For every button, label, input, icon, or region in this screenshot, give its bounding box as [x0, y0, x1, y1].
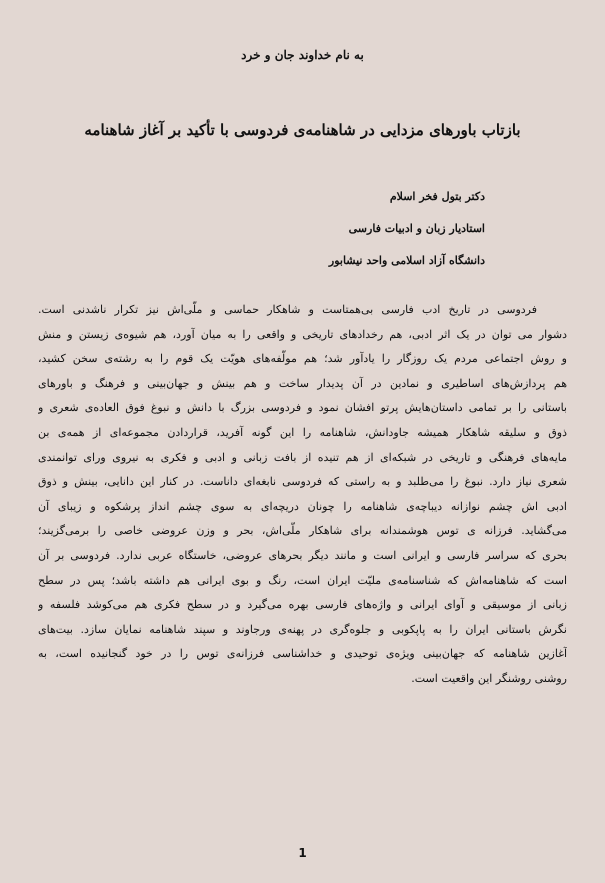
body-line: زبانی از موسیقی و آوای ایرانی و واژه‌های فارسی بهره می‌گیرد و در سطح فکری هم می‌کوشد فلسفه و — [38, 598, 567, 612]
author-affiliation: دانشگاه آزاد اسلامی واحد نیشابور — [328, 254, 485, 267]
body-line: نگرش باستانی ایران را به پاپکوبی و جلوه‌گری در پهنه‌ی ورجاوند و سپند شاهنامه نمایان سازد. بیت‌های — [38, 622, 567, 636]
body-line: روشنی روشنگر این واقعیت است. — [411, 671, 567, 685]
body-line: و روش اجتماعی مردم یک روزگار را یادآور شد؛ هم مولّفه‌های هویّت یک قوم را به رشته‌ی سخن کشید، — [38, 352, 567, 366]
body-line: شعری نیاز دارد. نبوغ را می‌طلبد و به راستی که فردوسی نابغه‌ای داناست. در کنار این دانایی، بینش و ذوق — [38, 475, 567, 489]
author-name: دکتر بتول فخر اسلام — [389, 190, 485, 203]
article-title: بازتاب باورهای مزدایی در شاهنامه‌ی فردوسی با تأکید بر آغاز شاهنامه — [84, 121, 521, 139]
body-line: هم پردازش‌های اساطیری و نمادین در آن پدیدار ساخت و هم بینش و جهان‌بینی و فرهنگ و باورهای — [38, 376, 567, 390]
page-number: 1 — [298, 846, 307, 860]
body-line: می‌گشاید. فرزانه ی توس هوشمندانه برای شاهکار ملّی‌اش، بحر و وزن عروضی خاصی را برمی‌گزیند؛ — [38, 524, 567, 538]
body-line: بحری که سراسر فارسی و ایرانی است و مانند دیگر بحرهای عروضی، خاستگاه عربی ندارد. فردوسی بر آن — [38, 548, 567, 562]
body-paragraph — [38, 298, 567, 692]
body-line: ادبی اش چشم نوازانه دیباچه‌ی شاهنامه را چونان دریچه‌ای به سوی چشم انداز پرشکوه و زیبای آن — [38, 499, 567, 513]
body-line: فردوسی در تاریخ ادب فارسی بی‌همتاست و شاهکار حماسی و ملّی‌اش نیز تکرار ناشدنی است. — [38, 303, 537, 316]
body-line: باستانی را بر تمامی داستان‌هایش پرتو افشان نمود و فردوسی بزرگ با دانش و نبوغ فوق العاده‌ی شعری و — [38, 401, 567, 415]
body-line: دشوار می توان در یک اثر ادبی، هم رخدادهای تاریخی و واقعی را به میان آورد، هم شیوه‌ی زیستن و منش — [38, 327, 567, 341]
body-line: است که شاهنامه‌اش که شناسنامه‌ی ملیّت ایران است، رنگ و بوی ایرانی هم داشته باشد؛ پس در سطح — [38, 573, 567, 587]
body-line: مایه‌های فرهنگی و تاریخی در شبکه‌ای از هم تنیده از بافت زبانی و ادبی و فکری به نیروی ورای توانمندی — [38, 450, 567, 464]
author-position: استادیار زبان و ادبیات فارسی — [348, 222, 485, 235]
author-block — [165, 181, 485, 277]
invocation-heading: به نام خداوند جان و خرد — [241, 48, 364, 62]
body-line: ذوق و سلیقه شاهکار همیشه جاودانش، شاهنامه را این گونه آفرید، قراردادن مجموعه‌ای از همه‌ی بن — [38, 425, 567, 439]
body-line: آغازین شاهنامه که جهان‌بینی ویژه‌ی توحیدی و خداشناسی فرزانه‌ی توس را در خود گنجانیده است، به — [38, 647, 567, 661]
